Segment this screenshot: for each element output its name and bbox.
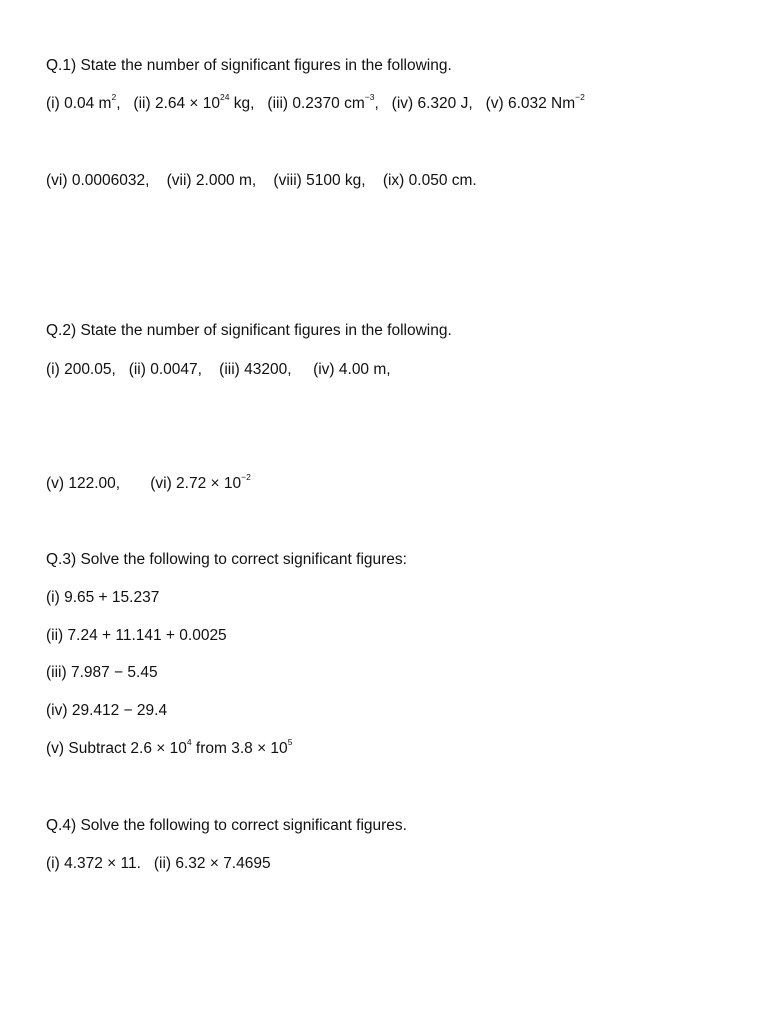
q2-row2-text: (v) 122.00, (vi) 2.72 × 10 <box>46 475 242 492</box>
q3-v-text: (v) Subtract 2.6 × 10 <box>46 740 187 757</box>
q1-ii-exponent: 24 <box>220 91 230 102</box>
q3-v-exponent-2: 5 <box>287 736 293 747</box>
q1-iii-text: kg, (iii) 0.2370 cm <box>229 95 365 112</box>
q1-iii-exponent: −3 <box>364 91 375 102</box>
q3-item-v <box>46 736 293 759</box>
q1-iv-v-text: , (iv) 6.320 J, (v) 6.032 Nm <box>374 95 576 112</box>
q1-i-exponent: 2 <box>111 91 117 102</box>
q2-vi-exponent: −2 <box>241 471 251 482</box>
q1-row2: (vi) 0.0006032, (vii) 2.000 m, (viii) 5100 kg, (ix) 0.050 cm. <box>46 172 477 189</box>
q4-row1: (i) 4.372 × 11. (ii) 6.32 × 7.4695 <box>46 855 271 872</box>
q1-heading: Q.1) State the number of significant figures in the following. <box>46 57 452 74</box>
q1-ii-text: , (ii) 2.64 × 10 <box>116 95 221 112</box>
q2-heading: Q.2) State the number of significant figures in the following. <box>46 322 452 339</box>
q3-item-iv: (iv) 29.412 − 29.4 <box>46 702 168 719</box>
q1-i-text: (i) 0.04 m <box>46 95 112 112</box>
q2-row2 <box>46 471 251 494</box>
q3-heading: Q.3) Solve the following to correct significant figures: <box>46 551 407 568</box>
q3-item-iii: (iii) 7.987 − 5.45 <box>46 664 158 681</box>
q1-row1 <box>46 91 585 114</box>
q2-row1: (i) 200.05, (ii) 0.0047, (iii) 43200, (iv) 4.00 m, <box>46 361 391 378</box>
q3-item-i: (i) 9.65 + 15.237 <box>46 589 160 606</box>
q3-item-ii: (ii) 7.24 + 11.141 + 0.0025 <box>46 627 227 644</box>
q1-v-exponent: −2 <box>575 91 585 102</box>
q4-heading: Q.4) Solve the following to correct significant figures. <box>46 817 407 834</box>
q3-v-middle-text: from 3.8 × 10 <box>191 740 288 757</box>
q3-v-exponent-1: 4 <box>186 736 192 747</box>
